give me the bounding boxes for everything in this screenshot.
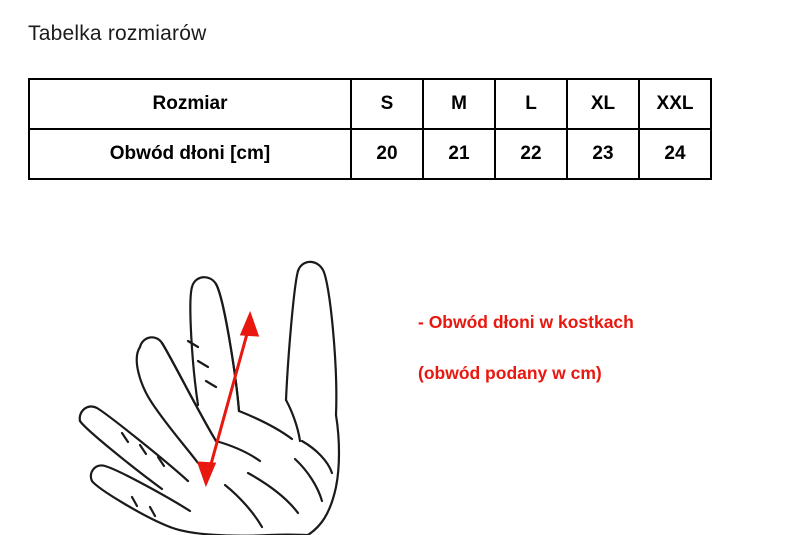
table-header-size-s: S <box>351 79 423 129</box>
table-cell-circumference-xxl: 24 <box>639 129 711 179</box>
table-row-label-circumference: Obwód dłoni [cm] <box>29 129 351 179</box>
measurement-note-line-1: - Obwód dłoni w kostkach <box>418 312 634 333</box>
measurement-arrow <box>199 315 257 483</box>
measurement-note-line-2: (obwód podany w cm) <box>418 363 602 384</box>
table-header-size-xl: XL <box>567 79 639 129</box>
table-row <box>29 129 711 179</box>
size-table <box>28 78 712 180</box>
table-header-size-xxl: XXL <box>639 79 711 129</box>
table-row <box>29 79 711 129</box>
table-cell-circumference-xl: 23 <box>567 129 639 179</box>
measurement-note <box>418 285 634 412</box>
table-header-label: Rozmiar <box>29 79 351 129</box>
table-cell-circumference-m: 21 <box>423 129 495 179</box>
table-header-size-l: L <box>495 79 567 129</box>
table-header-size-m: M <box>423 79 495 129</box>
page-title: Tabelka rozmiarów <box>28 22 207 45</box>
table-cell-circumference-s: 20 <box>351 129 423 179</box>
table-cell-circumference-l: 22 <box>495 129 567 179</box>
hand-measurement-diagram <box>40 235 420 535</box>
